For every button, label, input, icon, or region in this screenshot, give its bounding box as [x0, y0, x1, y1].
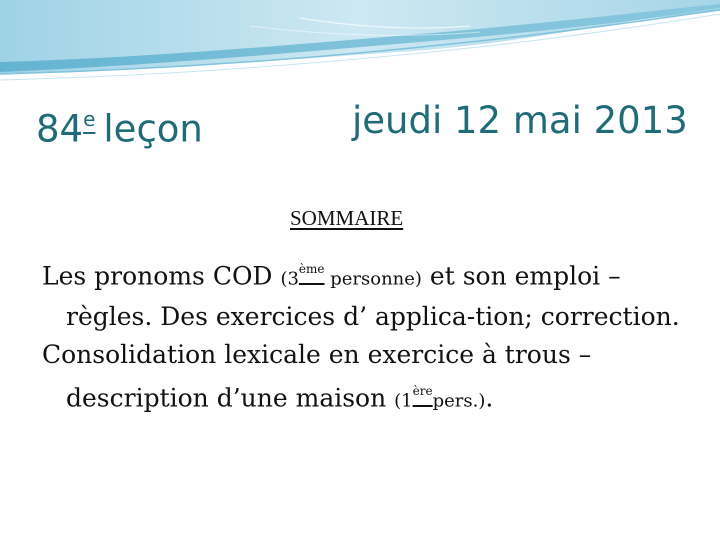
item-paren-rest: personne) — [324, 268, 422, 290]
item-text-end: . — [485, 383, 494, 413]
summary-item — [42, 336, 682, 420]
lesson-title — [36, 96, 203, 154]
lesson-suffix: e — [83, 107, 96, 131]
summary-content — [42, 252, 682, 421]
wave-header-decoration — [0, 0, 720, 90]
lesson-word: leçon — [103, 107, 203, 151]
item-text-start: Consolidation lexicale en exercice à trous – description d’une maison — [42, 340, 592, 413]
item-text-start: Les pronoms COD — [42, 261, 281, 291]
summary-item — [42, 252, 682, 336]
item-paren-rest: pers.) — [432, 390, 486, 412]
title-row — [0, 96, 720, 150]
item-text-end: et son emploi – règles. Des exercices d’ applica-tion; correction. — [66, 261, 680, 332]
item-ordinal: ère — [412, 384, 433, 399]
item-paren-open: (1 — [394, 390, 413, 412]
item-ordinal: ème — [298, 262, 325, 276]
item-paren-open: (3 — [280, 268, 299, 290]
lesson-number: 84 — [36, 107, 84, 151]
section-title: SOMMAIRE — [290, 206, 404, 230]
lesson-date: jeudi 12 mai 2013 — [352, 99, 688, 142]
